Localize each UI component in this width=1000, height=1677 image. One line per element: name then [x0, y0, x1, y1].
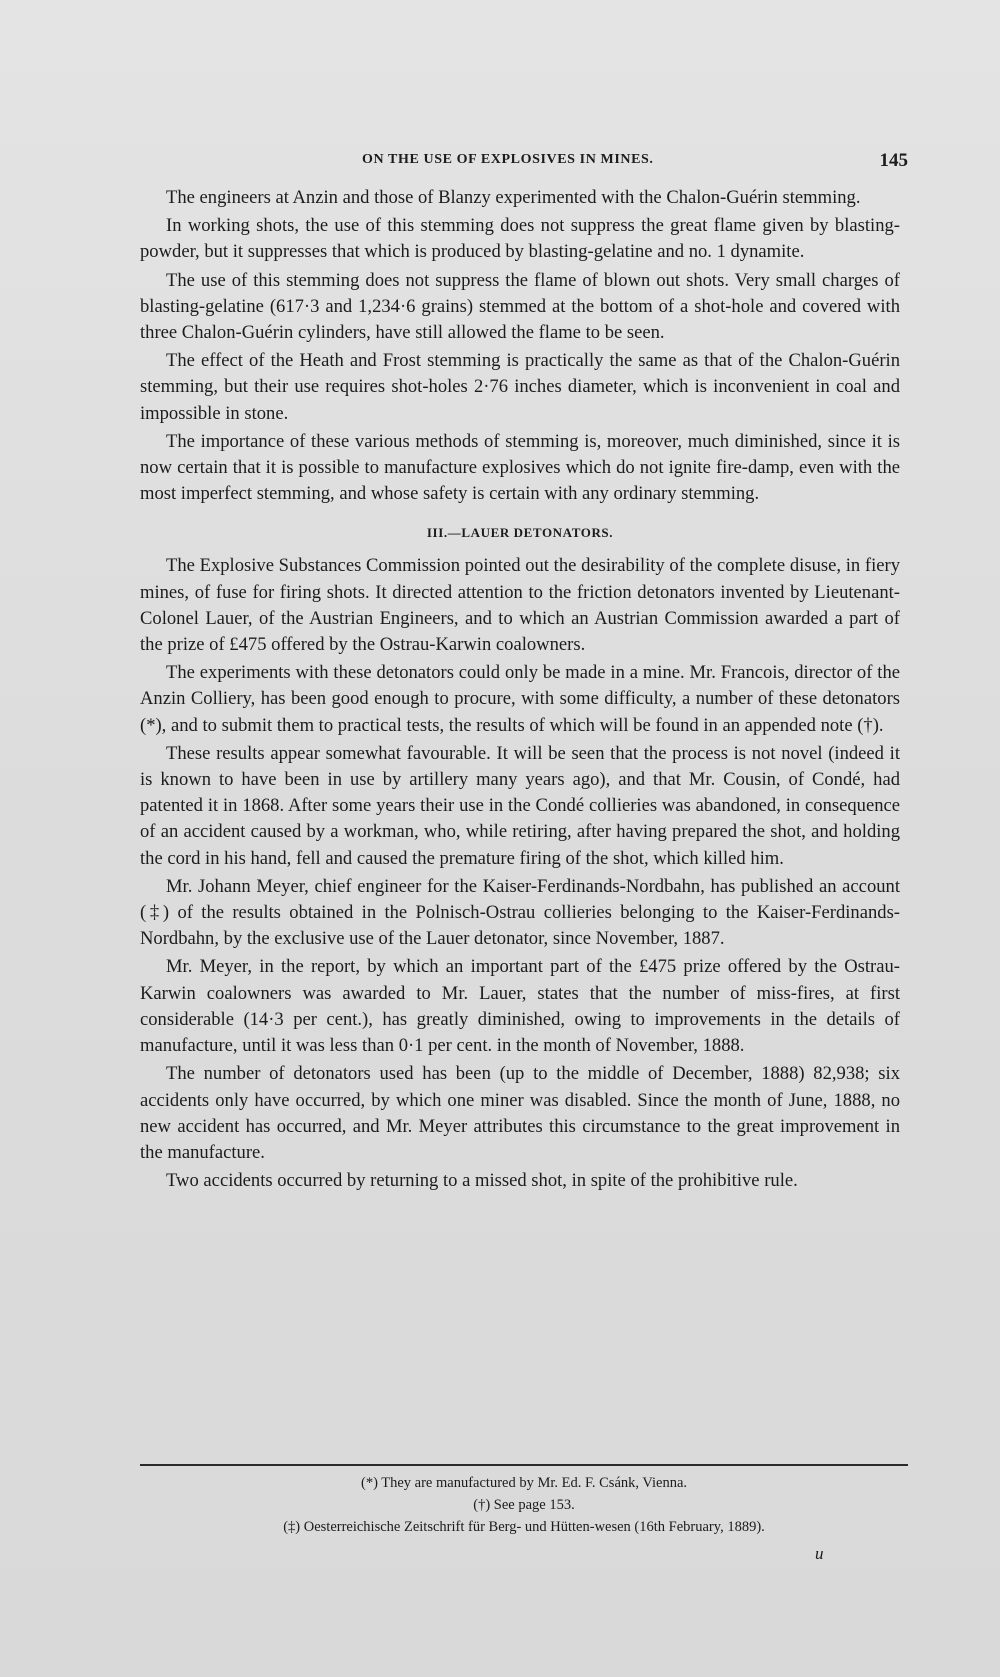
paragraph: The use of this stemming does not suppress the flame of blown out shots. Very small charges of blasting-gelatine (617·3 and 1,234·6 grains) stemmed at the bottom of a shot-hole and covered with three Chalon-Guérin cylinders, have still allowed the flame to be seen.	[140, 269, 900, 344]
running-title: ON THE USE OF EXPLOSIVES IN MINES.	[362, 152, 654, 167]
paragraph: The number of detonators used has been (up to the middle of December, 1888) 82,938; six accidents only have occurred, by which one miner was disabled. Since the month of June, 1888, no new accident has occurred, and Mr. Meyer attributes this circumstance to the great improvement in the manufacture.	[140, 1063, 900, 1163]
paragraph: Two accidents occurred by returning to a missed shot, in spite of the prohibitive rule.	[166, 1170, 798, 1192]
paragraph: Mr. Meyer, in the report, by which an important part of the £475 prize offered by the Ostrau-Karwin coalowners was awarded to Mr. Lauer, states that the number of miss-fires, at first considerable (14·3 per cent.), has greatly diminished, owing to improvements in the details of manufacture, until it was less than 0·1 per cent. in the month of November, 1888.	[140, 956, 900, 1057]
page-number: 145	[879, 150, 908, 171]
paragraph: The engineers at Anzin and those of Blanzy experimented with the Chalon-Guérin stemming.	[166, 187, 861, 208]
page-header	[140, 150, 908, 174]
body-text	[140, 185, 900, 1196]
signature-mark: u	[815, 1544, 824, 1563]
paragraph: The Explosive Substances Commission pointed out the desirability of the complete disuse, in fiery mines, of fuse for firing shots. It directed attention to the friction detonators invented by Lieutenant-Colonel Lauer, of the Austrian Engineers, and to which an Austrian Commission awarded a part of the prize of £475 offered by the Ostrau-Karwin coalowners.	[140, 555, 900, 656]
paragraph: In working shots, the use of this stemming does not suppress the great flame given by blasting-powder, but it suppresses that which is produced by blasting-gelatine and no. 1 dynamite.	[140, 215, 900, 263]
paragraph: These results appear somewhat favourable. It will be seen that the process is not novel (indeed it is known to have been in use by artillery many years ago), and that Mr. Cousin, of Condé, had patented it in 1868. After some years their use in the Condé collieries was abandoned, in consequence of an accident caused by a workman, who, while retiring, after having prepared the shot, and holding the cord in his hand, fell and caused the premature firing of the shot, which killed him.	[140, 742, 900, 869]
footnotes	[140, 1472, 908, 1538]
paragraph: Mr. Johann Meyer, chief engineer for the Kaiser-Ferdinands-Nordbahn, has published an account (‡) of the results obtained in the Polnisch-Ostrau collieries belonging to the Kaiser-Ferdinands-Nordbahn, by the exclusive use of the Lauer detonator, since November, 1887.	[140, 875, 900, 950]
footnote-divider	[140, 1464, 908, 1466]
section-heading: III.—LAUER DETONATORS.	[426, 525, 614, 541]
footnote: (‡) Oesterreichische Zeitschrift für Berg- und Hütten-wesen (16th February, 1889).	[283, 1519, 765, 1535]
footnote: (*) They are manufactured by Mr. Ed. F. Csánk, Vienna.	[360, 1475, 688, 1491]
paragraph: The effect of the Heath and Frost stemming is practically the same as that of the Chalon-Guérin stemming, but their use requires shot-holes 2·76 inches diameter, which is inconvenient in coal and impossible in stone.	[140, 350, 900, 424]
paragraph: The experiments with these detonators could only be made in a mine. Mr. Francois, director of the Anzin Colliery, has been good enough to procure, with some difficulty, a number of these detonators (*), and to submit them to practical tests, the results of which will be found in an appended note (†).	[140, 662, 900, 736]
footnote: (†) See page 153.	[473, 1497, 575, 1513]
paragraph: The importance of these various methods of stemming is, moreover, much diminished, since it is now certain that it is possible to manufacture explosives which do not ignite fire-damp, even with the most imperfect stemming, and whose safety is certain with any ordinary stemming.	[140, 430, 900, 505]
